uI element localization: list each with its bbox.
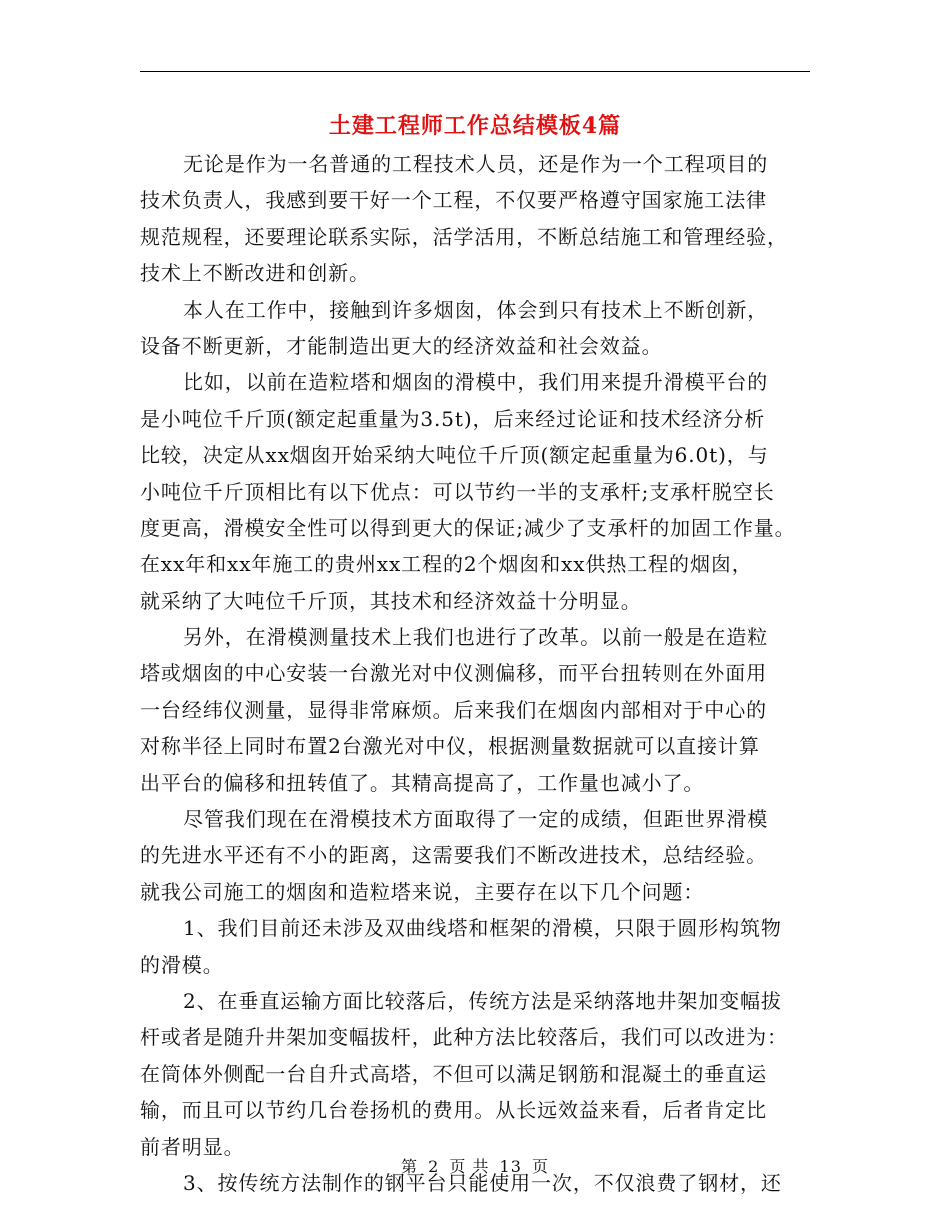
- text-line: 1、我们目前还未涉及双曲线塔和框架的滑模，只限于圆形构筑物: [183, 916, 782, 941]
- text-line: 前者明显。: [140, 1134, 245, 1159]
- text-line: 对称半径上同时布置2台激光对中仪，根据测量数据就可以直接计算: [140, 734, 760, 759]
- text-line: 尽管我们现在在滑模技术方面取得了一定的成绩，但距世界滑模: [183, 807, 769, 832]
- footer-prefix: 第: [400, 1157, 418, 1176]
- text-line: 是小吨位千斤顶(额定起重量为3.5t)，后来经过论证和技术经济分析: [140, 406, 766, 431]
- text-line: 3、按传统方法制作的钢平台只能使用一次，不仅浪费了钢材，还: [183, 1170, 782, 1195]
- text-line: 无论是作为一名普通的工程技术人员，还是作为一个工程项目的: [183, 152, 769, 176]
- page-footer: [0, 1154, 950, 1177]
- document-body: [140, 146, 820, 1201]
- footer-suffix: 页: [532, 1157, 550, 1176]
- text-line: 杆或者是随升井架加变幅拔杆，此种方法比较落后，我们可以改进为：: [140, 1025, 788, 1050]
- text-line: 就我公司施工的烟囱和造粒塔来说，主要存在以下几个问题：: [140, 879, 705, 904]
- text-line: 出平台的偏移和扭转值了。其精高提高了，工作量也减小了。: [140, 770, 705, 795]
- text-line: 在筒体外侧配一台自升式高塔，不但可以满足钢筋和混凝土的垂直运: [140, 1061, 767, 1086]
- total-pages-number: 13: [499, 1157, 522, 1176]
- text-line: 另外，在滑模测量技术上我们也进行了改革。以前一般是在造粒: [183, 625, 769, 650]
- text-line: 技术上不断改进和创新。: [140, 261, 370, 286]
- text-line: 一台经纬仪测量，显得非常麻烦。后来我们在烟囱内部相对于中心的: [140, 697, 767, 722]
- text-line: 输，而且可以节约几台卷扬机的费用。从长远效益来看，后者肯定比: [140, 1098, 767, 1123]
- text-line: 的滑模。: [140, 952, 224, 977]
- footer-middle: 页 共: [449, 1157, 490, 1176]
- header-rule: [140, 71, 810, 72]
- text-line: 塔或烟囱的中心安装一台激光对中仪测偏移，而平台扭转则在外面用: [140, 661, 767, 686]
- document-title: 土建工程师工作总结模板4篇: [328, 113, 622, 139]
- text-line: 在xx年和xx年施工的贵州xx工程的2个烟囱和xx供热工程的烟囱，: [140, 552, 753, 577]
- text-line: 2、在垂直运输方面比较落后，传统方法是采纳落地井架加变幅拔: [183, 988, 782, 1013]
- text-line: 就采纳了大吨位千斤顶，其技术和经济效益十分明显。: [140, 588, 642, 613]
- text-line: 的先进水平还有不小的距离，这需要我们不断改进技术，总结经验。: [140, 843, 767, 868]
- text-line: 技术负责人，我感到要干好一个工程，不仅要严格遵守国家施工法律: [140, 188, 767, 213]
- text-line: 本人在工作中，接触到许多烟囱，体会到只有技术上不断创新，: [183, 297, 769, 322]
- text-line: 小吨位千斤顶相比有以下优点：可以节约一半的支承杆;支承杆脱空长: [140, 479, 775, 504]
- current-page-number: 2: [428, 1157, 440, 1176]
- text-line: 比如，以前在造粒塔和烟囱的滑模中，我们用来提升滑模平台的: [183, 370, 769, 395]
- text-line: 规范规程，还要理论联系实际，活学活用，不断总结施工和管理经验，: [140, 224, 788, 249]
- text-line: 设备不断更新，才能制造出更大的经济效益和社会效益。: [140, 333, 663, 358]
- text-line: 比较，决定从xx烟囱开始采纳大吨位千斤顶(额定起重量为6.0t)，与: [140, 443, 769, 468]
- text-line: 度更高，滑模安全性可以得到更大的保证;减少了支承杆的加固工作量。: [140, 515, 796, 540]
